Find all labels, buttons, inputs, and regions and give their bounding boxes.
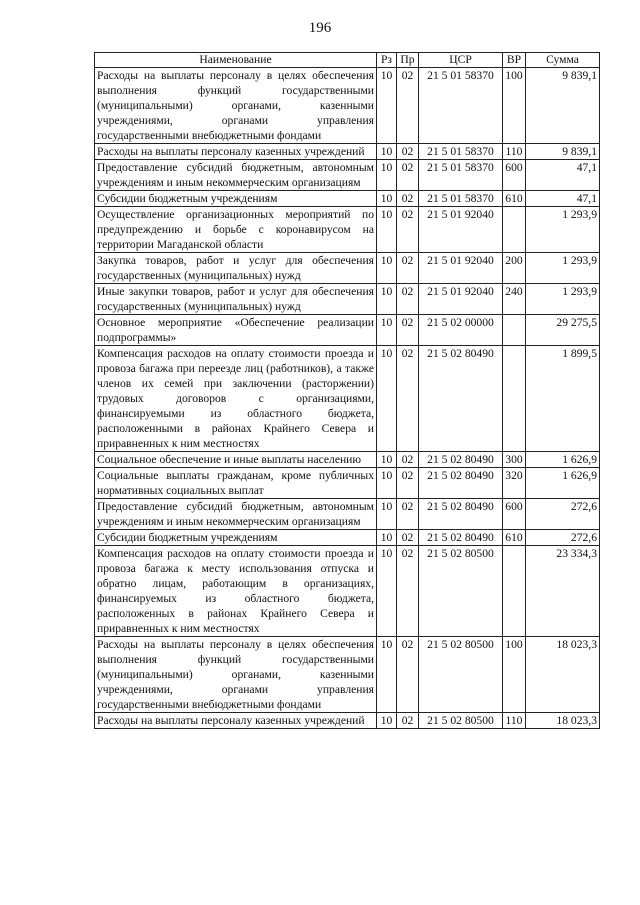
header-pr: Пр bbox=[397, 53, 419, 68]
cell-pr: 02 bbox=[397, 284, 419, 315]
cell-rz: 10 bbox=[377, 160, 397, 191]
cell-vr: 100 bbox=[503, 68, 526, 144]
cell-name: Основное мероприятие «Обеспечение реализации подпрограммы» bbox=[95, 315, 377, 346]
table-row bbox=[95, 530, 600, 546]
table-row bbox=[95, 284, 600, 315]
cell-sum: 1 626,9 bbox=[526, 468, 600, 499]
cell-vr bbox=[503, 207, 526, 253]
cell-pr: 02 bbox=[397, 546, 419, 637]
table-row bbox=[95, 207, 600, 253]
cell-vr: 600 bbox=[503, 160, 526, 191]
header-csr: ЦСР bbox=[419, 53, 503, 68]
table-row bbox=[95, 315, 600, 346]
cell-rz: 10 bbox=[377, 207, 397, 253]
cell-rz: 10 bbox=[377, 637, 397, 713]
cell-pr: 02 bbox=[397, 144, 419, 160]
cell-pr: 02 bbox=[397, 530, 419, 546]
cell-rz: 10 bbox=[377, 713, 397, 729]
cell-csr: 21 5 02 80500 bbox=[419, 713, 503, 729]
cell-csr: 21 5 02 80490 bbox=[419, 346, 503, 452]
cell-pr: 02 bbox=[397, 346, 419, 452]
table-body bbox=[95, 68, 600, 729]
table-row bbox=[95, 191, 600, 207]
cell-name: Социальное обеспечение и иные выплаты населению bbox=[95, 452, 377, 468]
cell-sum: 1 626,9 bbox=[526, 452, 600, 468]
cell-csr: 21 5 01 92040 bbox=[419, 253, 503, 284]
cell-sum: 272,6 bbox=[526, 499, 600, 530]
cell-name: Закупка товаров, работ и услуг для обеспечения государственных (муниципальных) нужд bbox=[95, 253, 377, 284]
cell-rz: 10 bbox=[377, 468, 397, 499]
cell-name: Субсидии бюджетным учреждениям bbox=[95, 530, 377, 546]
cell-rz: 10 bbox=[377, 346, 397, 452]
cell-rz: 10 bbox=[377, 191, 397, 207]
cell-sum: 9 839,1 bbox=[526, 68, 600, 144]
cell-sum: 18 023,3 bbox=[526, 637, 600, 713]
cell-pr: 02 bbox=[397, 637, 419, 713]
cell-csr: 21 5 02 80490 bbox=[419, 452, 503, 468]
cell-sum: 1 899,5 bbox=[526, 346, 600, 452]
cell-pr: 02 bbox=[397, 207, 419, 253]
cell-name: Расходы на выплаты персоналу казенных учреждений bbox=[95, 713, 377, 729]
cell-vr: 300 bbox=[503, 452, 526, 468]
cell-pr: 02 bbox=[397, 68, 419, 144]
cell-sum: 9 839,1 bbox=[526, 144, 600, 160]
header-name: Наименование bbox=[95, 53, 377, 68]
cell-vr: 610 bbox=[503, 191, 526, 207]
cell-name: Расходы на выплаты персоналу в целях обеспечения выполнения функций государственными (муниципальными) органами, казенными учреждениями, органами управления государственными внебюджетными фондами bbox=[95, 68, 377, 144]
page-number: 196 bbox=[308, 20, 332, 36]
cell-csr: 21 5 02 80490 bbox=[419, 468, 503, 499]
cell-rz: 10 bbox=[377, 68, 397, 144]
table-row bbox=[95, 499, 600, 530]
cell-name: Осуществление организационных мероприятий по предупреждению и борьбе с коронавирусом на территории Магаданской области bbox=[95, 207, 377, 253]
cell-sum: 1 293,9 bbox=[526, 253, 600, 284]
cell-vr: 600 bbox=[503, 499, 526, 530]
cell-pr: 02 bbox=[397, 713, 419, 729]
cell-pr: 02 bbox=[397, 452, 419, 468]
cell-name: Предоставление субсидий бюджетным, автономным учреждениям и иным некоммерческим организациям bbox=[95, 499, 377, 530]
cell-rz: 10 bbox=[377, 253, 397, 284]
table-row bbox=[95, 637, 600, 713]
cell-vr: 110 bbox=[503, 713, 526, 729]
cell-rz: 10 bbox=[377, 452, 397, 468]
cell-name: Компенсация расходов на оплату стоимости проезда и провоза багажа при переезде лиц (работников), а также членов их семей при заключении (расторжении) трудовых договоров с организациями, финансируемыми из областного бюджета, расположенными в районах Крайнего Севера и приравненных к ним местностях bbox=[95, 346, 377, 452]
header-vr: ВР bbox=[503, 53, 526, 68]
cell-vr: 100 bbox=[503, 637, 526, 713]
cell-csr: 21 5 01 58370 bbox=[419, 160, 503, 191]
cell-pr: 02 bbox=[397, 191, 419, 207]
cell-vr bbox=[503, 546, 526, 637]
table-row bbox=[95, 346, 600, 452]
table-row bbox=[95, 452, 600, 468]
cell-vr: 200 bbox=[503, 253, 526, 284]
cell-csr: 21 5 02 00000 bbox=[419, 315, 503, 346]
cell-rz: 10 bbox=[377, 284, 397, 315]
cell-pr: 02 bbox=[397, 160, 419, 191]
cell-csr: 21 5 02 80490 bbox=[419, 499, 503, 530]
cell-sum: 1 293,9 bbox=[526, 207, 600, 253]
cell-sum: 47,1 bbox=[526, 160, 600, 191]
cell-csr: 21 5 01 58370 bbox=[419, 191, 503, 207]
header-sum: Сумма bbox=[526, 53, 600, 68]
cell-vr: 110 bbox=[503, 144, 526, 160]
cell-name: Компенсация расходов на оплату стоимости проезда и провоза багажа к месту использования отпуска и обратно лицам, работающим в организациях, финансируемых из областного бюджета, расположенных в районах Крайнего Севера и приравненных к ним местностях bbox=[95, 546, 377, 637]
cell-csr: 21 5 01 58370 bbox=[419, 144, 503, 160]
cell-rz: 10 bbox=[377, 315, 397, 346]
cell-csr: 21 5 02 80500 bbox=[419, 546, 503, 637]
cell-vr: 610 bbox=[503, 530, 526, 546]
cell-name: Расходы на выплаты персоналу казенных учреждений bbox=[95, 144, 377, 160]
cell-pr: 02 bbox=[397, 253, 419, 284]
cell-sum: 18 023,3 bbox=[526, 713, 600, 729]
cell-sum: 1 293,9 bbox=[526, 284, 600, 315]
cell-sum: 23 334,3 bbox=[526, 546, 600, 637]
cell-sum: 47,1 bbox=[526, 191, 600, 207]
table-row bbox=[95, 160, 600, 191]
cell-vr bbox=[503, 346, 526, 452]
cell-pr: 02 bbox=[397, 499, 419, 530]
table-row bbox=[95, 468, 600, 499]
table-row bbox=[95, 144, 600, 160]
table-header-row bbox=[95, 53, 600, 68]
table-row bbox=[95, 546, 600, 637]
cell-csr: 21 5 02 80490 bbox=[419, 530, 503, 546]
cell-rz: 10 bbox=[377, 144, 397, 160]
cell-csr: 21 5 02 80500 bbox=[419, 637, 503, 713]
cell-name: Предоставление субсидий бюджетным, автономным учреждениям и иным некоммерческим организациям bbox=[95, 160, 377, 191]
cell-name: Иные закупки товаров, работ и услуг для обеспечения государственных (муниципальных) нужд bbox=[95, 284, 377, 315]
cell-rz: 10 bbox=[377, 530, 397, 546]
cell-rz: 10 bbox=[377, 499, 397, 530]
table-row bbox=[95, 253, 600, 284]
header-rz: Рз bbox=[377, 53, 397, 68]
cell-vr: 240 bbox=[503, 284, 526, 315]
cell-pr: 02 bbox=[397, 468, 419, 499]
table-row bbox=[95, 68, 600, 144]
budget-table bbox=[94, 52, 600, 729]
cell-sum: 272,6 bbox=[526, 530, 600, 546]
cell-vr bbox=[503, 315, 526, 346]
cell-csr: 21 5 01 92040 bbox=[419, 207, 503, 253]
cell-name: Социальные выплаты гражданам, кроме публичных нормативных социальных выплат bbox=[95, 468, 377, 499]
table-row bbox=[95, 713, 600, 729]
cell-rz: 10 bbox=[377, 546, 397, 637]
cell-csr: 21 5 01 92040 bbox=[419, 284, 503, 315]
cell-sum: 29 275,5 bbox=[526, 315, 600, 346]
cell-name: Субсидии бюджетным учреждениям bbox=[95, 191, 377, 207]
cell-vr: 320 bbox=[503, 468, 526, 499]
cell-pr: 02 bbox=[397, 315, 419, 346]
cell-csr: 21 5 01 58370 bbox=[419, 68, 503, 144]
cell-name: Расходы на выплаты персоналу в целях обеспечения выполнения функций государственными (муниципальными) органами, казенными учреждениями, органами управления государственными внебюджетными фондами bbox=[95, 637, 377, 713]
